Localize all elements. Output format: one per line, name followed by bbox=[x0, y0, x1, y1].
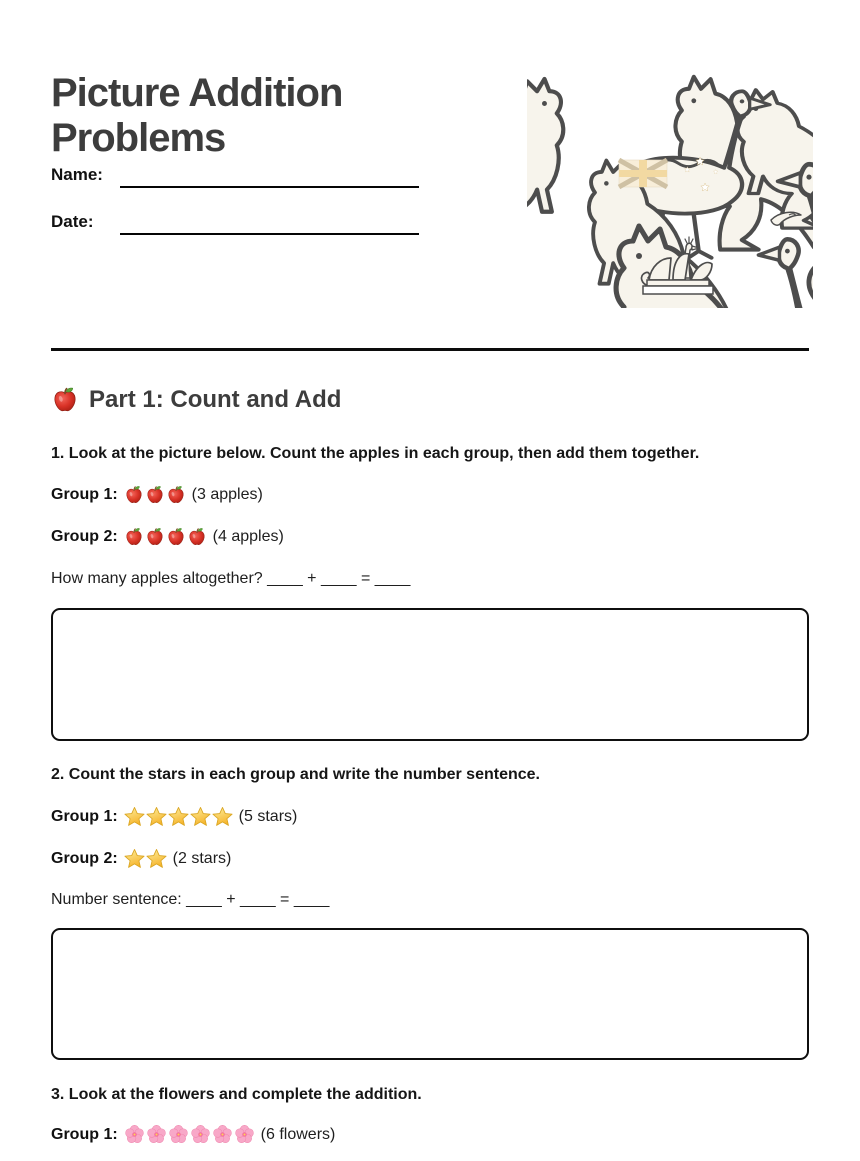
apple-icon bbox=[145, 485, 165, 505]
date-input-line[interactable] bbox=[120, 233, 419, 235]
apple-icon bbox=[166, 485, 186, 505]
star-icon-row bbox=[124, 805, 233, 828]
group-label: Group 1: bbox=[51, 486, 118, 503]
apple-icon-row bbox=[124, 527, 207, 547]
flower-icon-row bbox=[124, 1124, 255, 1145]
group-caption: (5 stars) bbox=[238, 807, 298, 825]
name-input-line[interactable] bbox=[120, 186, 419, 188]
apple-icon bbox=[124, 527, 144, 547]
q2-group-1-row bbox=[51, 805, 297, 828]
group-label: Group 2: bbox=[51, 849, 118, 867]
q1-group-2-row bbox=[51, 527, 284, 547]
question-3-prompt: 3. Look at the flowers and complete the addition. bbox=[51, 1086, 422, 1103]
star-icon bbox=[145, 847, 168, 870]
star-icon bbox=[167, 805, 190, 828]
apple-icon-row bbox=[124, 485, 186, 505]
star-icon-row bbox=[124, 847, 167, 870]
part1-heading bbox=[51, 386, 341, 414]
section-divider bbox=[51, 348, 809, 351]
q2-group-2-row bbox=[51, 847, 231, 870]
flower-icon bbox=[190, 1124, 211, 1145]
apple-icon bbox=[187, 527, 207, 547]
apple-icon bbox=[166, 527, 186, 547]
page-title: Picture Addition Problems bbox=[51, 70, 343, 160]
q1-fill-blank-line: How many apples altogether? ____ + ____ = ____ bbox=[51, 570, 411, 587]
date-label: Date: bbox=[51, 212, 94, 231]
group-label: Group 1: bbox=[51, 807, 118, 825]
kangaroo-icon bbox=[527, 79, 563, 256]
group-label: Group 1: bbox=[51, 1125, 118, 1143]
group-caption: (6 flowers) bbox=[260, 1125, 336, 1143]
question-2-prompt: 2. Count the stars in each group and write the number sentence. bbox=[51, 766, 540, 783]
flower-icon bbox=[212, 1124, 233, 1145]
apple-icon bbox=[51, 386, 79, 414]
q2-answer-box[interactable] bbox=[51, 928, 809, 1060]
australia-illustration bbox=[527, 68, 813, 308]
star-icon bbox=[211, 805, 234, 828]
group-caption: (4 apples) bbox=[212, 528, 284, 545]
q1-group-1-row bbox=[51, 485, 263, 505]
question-1-prompt: 1. Look at the picture below. Count the apples in each group, then add them together. bbox=[51, 445, 700, 462]
apple-icon bbox=[145, 527, 165, 547]
name-label: Name: bbox=[51, 165, 103, 184]
flower-icon bbox=[146, 1124, 167, 1145]
group-caption: (2 stars) bbox=[172, 849, 232, 867]
australian-flag-icon bbox=[619, 160, 667, 187]
part1-heading-text: Part 1: Count and Add bbox=[89, 386, 342, 413]
apple-icon-row bbox=[51, 386, 79, 414]
flower-icon bbox=[234, 1124, 255, 1145]
star-icon bbox=[145, 805, 168, 828]
flower-icon bbox=[124, 1124, 145, 1145]
star-icon bbox=[123, 805, 146, 828]
star-icon bbox=[189, 805, 212, 828]
emu-icon bbox=[758, 239, 813, 308]
q3-group-1-row bbox=[51, 1124, 335, 1145]
flower-icon bbox=[168, 1124, 189, 1145]
q2-fill-blank-line: Number sentence: ____ + ____ = ____ bbox=[51, 891, 330, 908]
star-icon bbox=[123, 847, 146, 870]
group-caption: (3 apples) bbox=[191, 486, 263, 503]
q1-answer-box[interactable] bbox=[51, 608, 809, 741]
apple-icon bbox=[124, 485, 144, 505]
group-label: Group 2: bbox=[51, 528, 118, 545]
